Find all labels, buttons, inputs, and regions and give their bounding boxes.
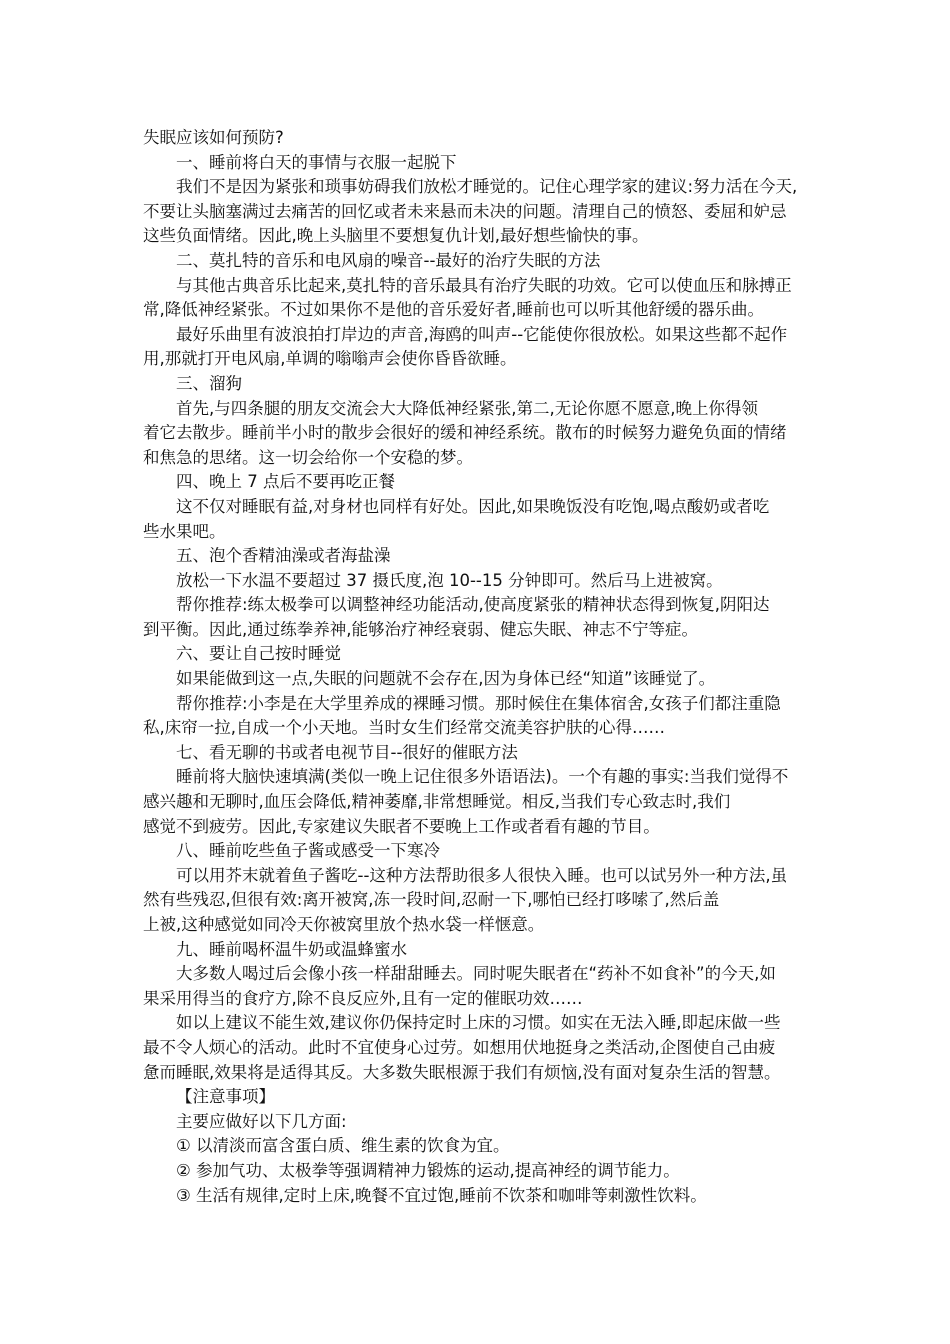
- text-line: 上被,这种感觉如同冷天你被窝里放个热水袋一样惬意。: [143, 915, 545, 934]
- text-line: 失眠应该如何预防?: [143, 128, 284, 147]
- text-line: 常,降低神经紧张。不过如果你不是他的音乐爱好者,睡前也可以听其他舒缓的器乐曲。: [143, 300, 764, 320]
- text-line: 大多数人喝过后会像小孩一样甜甜睡去。同时呢失眠者在“药补不如食补”的今天,如: [176, 964, 776, 984]
- text-line: 用,那就打开电风扇,单调的嗡嗡声会使你昏昏欲睡。: [143, 349, 517, 369]
- text-line: ③ 生活有规律,定时上床,晚餐不宜过饱,睡前不饮茶和咖啡等刺激性饮料。: [176, 1185, 707, 1205]
- text-line: 一、睡前将白天的事情与衣服一起脱下: [176, 152, 457, 172]
- text-line: 如果能做到这一点,失眠的问题就不会存在,因为身体已经“知道”该睡觉了。: [176, 669, 716, 689]
- text-line: 到平衡。因此,通过练拳养神,能够治疗神经衰弱、健忘失眠、神志不宁等症。: [143, 619, 698, 639]
- text-line: ① 以清淡而富含蛋白质、维生素的饮食为宜。: [176, 1136, 510, 1156]
- text-line: 五、泡个香精油澡或者海盐澡: [176, 546, 391, 566]
- text-line: 主要应做好以下几方面:: [176, 1111, 347, 1131]
- text-line: 九、睡前喝杯温牛奶或温蜂蜜水: [176, 939, 407, 959]
- text-line: 着它去散步。睡前半小时的散步会很好的缓和神经系统。散布的时候努力避免负面的情绪: [143, 423, 787, 443]
- text-line: 二、莫扎特的音乐和电风扇的噪音--最好的治疗失眠的方法: [176, 250, 601, 270]
- text-line: ② 参加气功、太极拳等强调精神力锻炼的运动,提高神经的调节能力。: [176, 1160, 680, 1180]
- text-line: 六、要让自己按时睡觉: [176, 644, 341, 664]
- text-line: 感兴趣和无聊时,血压会降低,精神萎靡,非常想睡觉。相反,当我们专心致志时,我们: [143, 792, 731, 812]
- text-line: 七、看无聊的书或者电视节目--很好的催眠方法: [176, 742, 518, 762]
- document-page: [143, 126, 807, 1208]
- text-line: 和焦急的思绪。这一切会给你一个安稳的梦。: [143, 447, 473, 467]
- text-line: 睡前将大脑快速填满(类似一晚上记住很多外语语法)。一个有趣的事实:当我们觉得不: [176, 767, 789, 787]
- text-line: 些水果吧。: [143, 521, 226, 541]
- text-line: 三、溜狗: [176, 373, 242, 393]
- text-line: 感觉不到疲劳。因此,专家建议失眠者不要晚上工作或者看有趣的节目。: [143, 816, 660, 836]
- text-line: 我们不是因为紧张和琐事妨碍我们放松才睡觉的。记住心理学家的建议:努力活在今天,: [176, 177, 798, 197]
- text-line: 私,床帘一拉,自成一个小天地。当时女生们经常交流美容护肤的心得……: [143, 718, 665, 738]
- text-line: 如以上建议不能生效,建议你仍保持定时上床的习惯。如实在无法入睡,即起床做一些: [176, 1013, 781, 1033]
- text-line: 帮你推荐:练太极拳可以调整神经功能活动,使高度紧张的精神状态得到恢复,阴阳达: [176, 595, 770, 615]
- text-line: 惫而睡眠,效果将是适得其反。大多数失眠根源于我们有烦恼,没有面对复杂生活的智慧。: [143, 1062, 781, 1082]
- text-line: 可以用芥末就着鱼子酱吃--这种方法帮助很多人很快入睡。也可以试另外一种方法,虽: [176, 865, 788, 885]
- text-line: 首先,与四条腿的朋友交流会大大降低神经紧张,第二,无论你愿不愿意,晚上你得领: [176, 398, 758, 418]
- text-line: 这不仅对睡眠有益,对身材也同样有好处。因此,如果晚饭没有吃饱,喝点酸奶或者吃: [176, 496, 770, 516]
- text-line: 不要让头脑塞满过去痛苦的回忆或者未来悬而未决的问题。清理自己的愤怒、委屈和妒忌: [143, 201, 787, 221]
- text-line: 最不令人烦心的活动。此时不宜使身心过劳。如想用伏地挺身之类活动,企图使自己由疲: [143, 1037, 776, 1057]
- text-line: 四、晚上 7 点后不要再吃正餐: [176, 472, 395, 492]
- text-line: 然有些残忍,但很有效:离开被窝,冻一段时间,忍耐一下,哪怕已经打哆嗦了,然后盖: [143, 890, 720, 910]
- text-line: 最好乐曲里有波浪拍打岸边的声音,海鸥的叫声--它能使你很放松。如果这些都不起作: [176, 324, 788, 344]
- text-line: 【注意事项】: [176, 1087, 275, 1107]
- text-line: 果采用得当的食疗方,除不良反应外,且有一定的催眠功效……: [143, 988, 583, 1008]
- text-line: 八、睡前吃些鱼子酱或感受一下寒冷: [176, 841, 440, 861]
- text-line: 放松一下水温不要超过 37 摄氏度,泡 10--15 分钟即可。然后马上进被窝。: [176, 570, 723, 590]
- text-line: 这些负面情绪。因此,晚上头脑里不要想复仇计划,最好想些愉快的事。: [143, 226, 649, 246]
- text-line: 帮你推荐:小李是在大学里养成的裸睡习惯。那时候住在集体宿舍,女孩子们都注重隐: [176, 693, 781, 713]
- text-line: 与其他古典音乐比起来,莫扎特的音乐最具有治疗失眠的功效。它可以使血压和脉搏正: [176, 275, 792, 295]
